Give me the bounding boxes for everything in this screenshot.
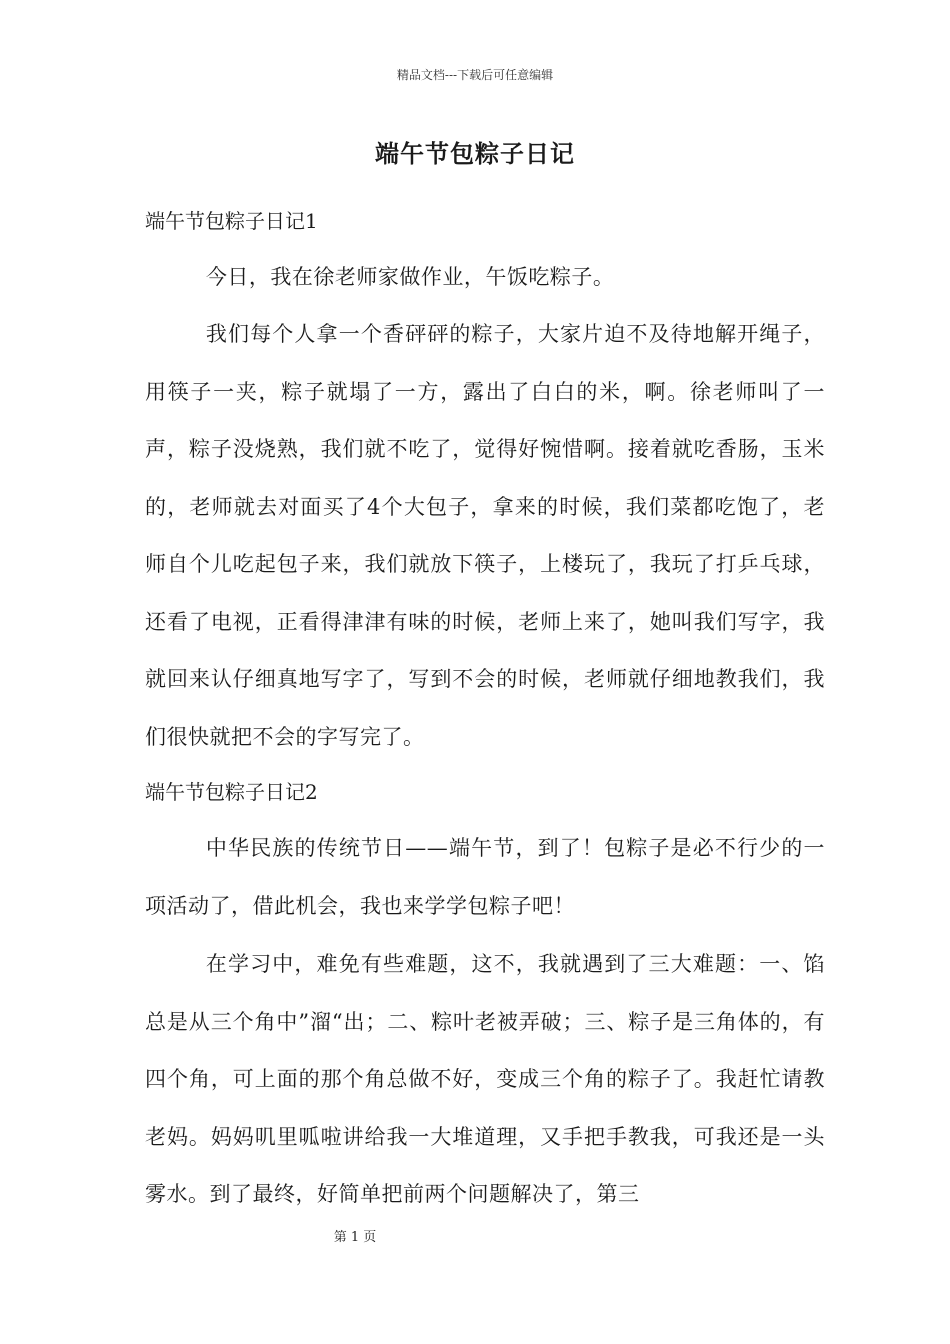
paragraph-1-1: 今日，我在徐老师家做作业，午饭吃粽子。 (205, 265, 615, 289)
page-number: 第 1 页 (333, 1230, 377, 1245)
section-heading-1: 端午节包粽子日记1 (145, 209, 318, 233)
section-heading-2: 端午节包粽子日记2 (145, 780, 318, 804)
document-title: 端午节包粽子日记 (375, 139, 575, 168)
paragraph-2-2: 在学习中，难免有些难题，这不，我就遇到了三大难题：一、馅总是从三个角中”溜“出；二、粽叶老被弄破；三、粽子是三角体的，有四个角，可上面的那个角总做不好，变成三个角的粽子了。我赶忙请教老妈。妈妈叽里呱啦讲给我一大堆道理，又手把手教我，可我还是一头雾水。到了最终，好简单把前两个问题解决了，第三 (145, 952, 825, 1206)
paragraph-2-1: 中华民族的传统节日——端午节，到了！包粽子是必不行少的一项活动了，借此机会，我也来学学包粽子吧！ (145, 836, 825, 918)
paragraph-1-2: 我们每个人拿一个香砰砰的粽子，大家片迫不及待地解开绳子，用筷子一夹，粽子就塌了一方，露出了白白的米，啊。徐老师叫了一声，粽子没烧熟，我们就不吃了，觉得好惋惜啊。接着就吃香肠，玉米的，老师就去对面买了4个大包子，拿来的时候，我们菜都吃饱了，老师自个儿吃起包子来，我们就放下筷子，上楼玩了，我玩了打乒乓球，还看了电视，正看得津津有味的时候，老师上来了，她叫我们写字，我就回来认仔细真地写字了，写到不会的时候，老师就仔细地教我们，我们很快就把不会的字写完了。 (145, 322, 825, 749)
header-note: 精品文档---下载后可任意编辑 (396, 68, 554, 82)
